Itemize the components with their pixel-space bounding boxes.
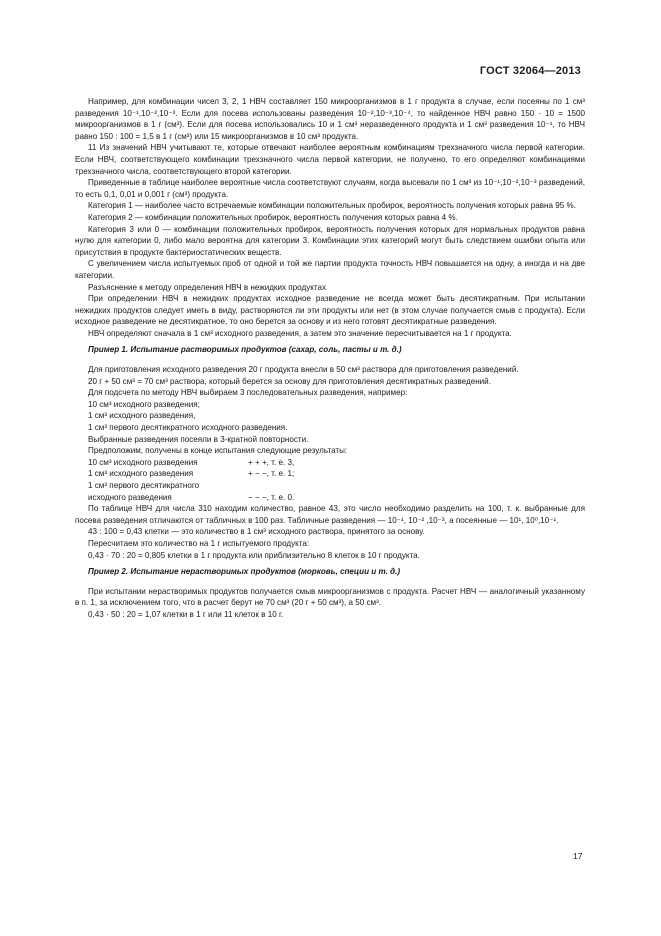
paragraph: НВЧ определяют сначала в 1 см³ исходного разведения, а затем это значение пересчитывается на 1 г продукта. — [88, 328, 512, 338]
paragraph: Для подсчета по методу НВЧ выбираем 3 последовательных разведения, например: — [88, 388, 408, 398]
example-2-title: Пример 2. Испытание нерастворимых продуктов (морковь, специи и т. д.) — [88, 567, 401, 577]
results-value: + + +, т. е. 3, — [248, 457, 295, 467]
results-row — [88, 480, 585, 492]
section-subheading: Разъяснение к методу определения НВЧ в нежидких продуктах — [88, 282, 327, 292]
results-label: 1 см³ первого десятикратного — [88, 481, 200, 490]
results-label: 1 см³ исходного разведения — [88, 469, 194, 479]
results-value: + − −, т. е. 1; — [248, 469, 295, 479]
paragraph: 43 : 100 = 0,43 клетки — это количество в 1 см³ исходного раствора, принятого за основу. — [88, 527, 425, 537]
results-value: − − −, т. е. 0. — [248, 492, 295, 502]
paragraph: Для приготовления исходного разведения 20 г продукта внесли в 50 см³ раствора для приготовления разведений. — [88, 365, 519, 375]
results-label: 10 см³ исходного разведения — [88, 457, 198, 467]
paragraph: При испытании нерастворимых продуктов получается смыв микроорганизмов с продукта. Расчет НВЧ — аналогичный указанному в п. 1, за исключением того, что в расчет берут не 70 см³ (20 г + 50 см³), а 50 см³. — [75, 586, 585, 608]
paragraph: 1 см³ первого десятикратного исходного разведения. — [88, 423, 288, 433]
results-label: исходного разведения — [88, 492, 172, 502]
paragraph: Категория 1 — наиболее часто встречаемые комбинации положительных пробирок, вероятность получения которых равна 95 %. — [88, 201, 576, 211]
paragraph: При определении НВЧ в нежидких продуктах исходное разведение не всегда может быть десятикратным. При испытании нежидких продуктов следует иметь в виду, растворяются ли эти продукты или нет (в этом случае получается смыв с продукта). Если исходное разведение не десятикратное, то оно берется за основу и из него готовят десятикратные разведения. — [75, 294, 585, 327]
results-table — [75, 457, 585, 503]
paragraph: Выбранные разведения посеяли в 3-кратной повторности. — [88, 434, 309, 444]
document-body — [75, 96, 585, 621]
results-row — [88, 492, 585, 504]
paragraph: Пересчитаем это количество на 1 г испытуемого продукта: — [88, 538, 310, 548]
paragraph: С увеличением числа испытуемых проб от одной и той же партии продукта точность НВЧ повышается на одну, а иногда и на две категории. — [75, 259, 585, 280]
paragraph: По таблице НВЧ для числа 310 находим количество, равное 43, это число необходимо разделить на 100, т. к. выбранные для посева разведения отличаются от табличных в 100 раз. Табличные разведения — 10⁻¹, 10⁻² ,10⁻³, а посеянные — 10¹, 10⁰,10⁻¹. — [75, 504, 585, 525]
page-number: 17 — [573, 851, 583, 861]
paragraph: 20 г + 50 см³ = 70 см³ раствора, который берется за основу для приготовления десятикратных разведений. — [88, 376, 491, 386]
paragraph: Категория 2 — комбинации положительных пробирок, вероятность получения которых равна 4 %. — [88, 212, 458, 222]
paragraph: 11 Из значений НВЧ учитывают те, которые отвечают наиболее вероятным комбинациям трехзначного числа первой категории. Если НВЧ, соответствующего комбинации трехзначного числа первой категории, не получено, то его определяют комбинациями трехзначного числа, соответствующего второй категории. — [75, 143, 585, 176]
results-row — [88, 468, 585, 480]
paragraph: Приведенные в таблице наиболее вероятные числа соответствуют случаям, когда высевали по 1 см³ из 10⁻¹,10⁻²,10⁻³ разведений, то есть 0,1, 0,01 и 0,001 г (см³) продукта. — [75, 178, 585, 199]
paragraph: Категория 3 или 0 — комбинации положительных пробирок, вероятность получения которых для нормальных продуктов равна нулю для категории 0, либо мало вероятна для категории 3. Комбинации этих категорий могут быть следствием ошибки опыта или присутствия в продукте бактериостатических веществ. — [75, 224, 585, 257]
results-value — [248, 480, 585, 492]
standard-header: ГОСТ 32064—2013 — [479, 65, 581, 77]
example-1-title: Пример 1. Испытание растворимых продуктов (сахар, соль, пасты и т. д.) — [88, 345, 402, 355]
paragraph: Например, для комбинации чисел 3, 2, 1 НВЧ составляет 150 микроорганизмов в 1 г продукта в случае, если посеяны по 1 см³ разведения 10⁻¹,10⁻²,10⁻³. Если для посева использованы разведения 10⁻²,10⁻³,10⁻⁴, то найденное НВЧ равно 150 · 10 = 1500 микроорганизмов в 1 г (см³). Если для посева использовались 10 и 1 см³ неразведенного продукта и 1 см³ разведения 10⁻¹, то НВЧ равно 150 : 100 = 1,5 в 1 г (см³) или 15 микроорганизмов в 10 см³ продукта. — [75, 97, 585, 141]
results-row — [88, 457, 585, 469]
paragraph: 10 см³ исходного разведения; — [88, 399, 200, 409]
paragraph: Предположим, получены в конце испытания следующие результаты: — [88, 446, 348, 456]
paragraph: 0,43 · 50 : 20 = 1,07 клетки в 1 г или 11 клеток в 10 г. — [88, 609, 284, 619]
paragraph: 1 см³ исходного разведения, — [88, 411, 196, 421]
paragraph: 0,43 · 70 : 20 = 0,805 клетки в 1 г продукта или приблизительно 8 клеток в 10 г продукта. — [88, 550, 420, 560]
